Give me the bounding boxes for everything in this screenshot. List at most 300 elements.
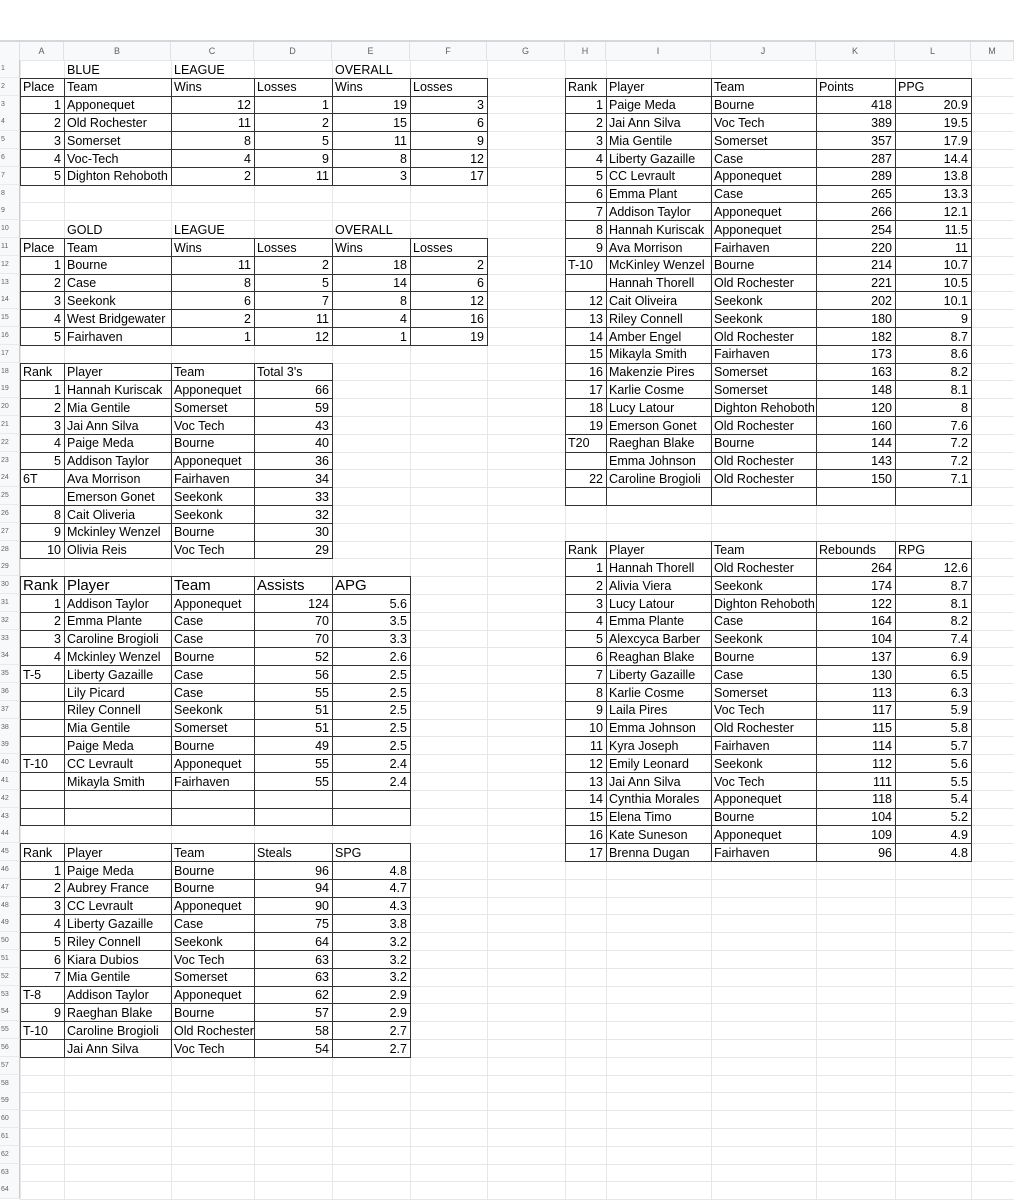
table-cell[interactable]: 389 (871, 115, 892, 130)
row-header[interactable]: 26 (0, 505, 20, 523)
table-cell[interactable]: 7.2 (950, 454, 968, 469)
table-cell[interactable]: Apponequet (714, 792, 782, 807)
table-cell[interactable]: Elena Timo (609, 810, 672, 825)
table-cell[interactable]: 4.9 (950, 827, 968, 842)
table-cell[interactable]: 8 (244, 276, 251, 291)
table-cell[interactable]: 122 (871, 596, 892, 611)
table-cell[interactable]: Old Rochester (714, 329, 794, 344)
table-cell[interactable]: 2.9 (389, 1005, 407, 1020)
table-cell[interactable]: Fairhaven (714, 845, 770, 860)
table-cell[interactable]: 18 (589, 400, 603, 415)
row-header[interactable]: 49 (0, 914, 20, 932)
table-cell[interactable]: 7.6 (950, 418, 968, 433)
table-cell[interactable]: 3 (596, 596, 603, 611)
table-cell[interactable]: Old Rochester (714, 560, 794, 575)
table-cell[interactable]: Old Rochester (714, 471, 794, 486)
table-cell[interactable]: 19 (589, 418, 603, 433)
table-cell[interactable]: 5.2 (950, 810, 968, 825)
table-cell[interactable]: Laila Pires (609, 703, 668, 718)
table-cell[interactable]: Jai Ann Silva (67, 1041, 139, 1056)
column-header-g[interactable]: G (487, 42, 565, 60)
table-cell[interactable]: 3 (54, 293, 61, 308)
table-cell[interactable]: McKinley Wenzel (609, 258, 705, 273)
table-cell[interactable]: 4 (596, 151, 603, 166)
table-cell[interactable]: Somerset (174, 400, 228, 415)
table-cell[interactable]: 62 (315, 988, 329, 1003)
table-cell[interactable]: Somerset (714, 685, 768, 700)
table-cell[interactable]: Olivia Reis (67, 543, 127, 558)
table-cell[interactable]: Somerset (174, 721, 228, 736)
table-cell[interactable]: 220 (871, 240, 892, 255)
table-cell[interactable]: 2.7 (389, 1023, 407, 1038)
column-header-j[interactable]: J (711, 42, 816, 60)
table-cell[interactable]: 13.8 (943, 169, 968, 184)
row-header[interactable]: 29 (0, 558, 20, 576)
table-cell[interactable]: 287 (871, 151, 892, 166)
table-cell[interactable]: 2 (54, 881, 61, 896)
table-cell[interactable]: 11 (238, 258, 251, 273)
table-cell[interactable]: 7 (596, 204, 603, 219)
table-cell[interactable]: Seekonk (174, 507, 223, 522)
table-cell[interactable]: Case (174, 916, 204, 931)
table-cell[interactable]: Hannah Thorell (609, 276, 695, 291)
table-cell[interactable]: 22 (589, 471, 603, 486)
table-cell[interactable]: 6 (596, 649, 603, 664)
table-cell[interactable]: Karlie Cosme (609, 685, 685, 700)
table-cell[interactable]: 264 (871, 560, 892, 575)
table-cell[interactable]: Old Rochester (174, 1023, 254, 1038)
row-header[interactable]: 39 (0, 736, 20, 754)
column-label[interactable]: SPG (335, 845, 362, 860)
table-cell[interactable]: Bourne (174, 1005, 215, 1020)
table-cell[interactable]: CC Levrault (609, 169, 675, 184)
table-cell[interactable]: 3 (54, 632, 61, 647)
table-cell[interactable]: 51 (315, 703, 329, 718)
table-cell[interactable]: 8.2 (950, 614, 968, 629)
table-cell[interactable]: 289 (871, 169, 892, 184)
table-cell[interactable]: 57 (315, 1005, 329, 1020)
row-header[interactable]: 58 (0, 1075, 20, 1093)
table-cell[interactable]: 40 (315, 436, 329, 451)
column-label[interactable]: Team (174, 365, 205, 380)
table-cell[interactable]: 6 (596, 187, 603, 202)
row-header[interactable]: 15 (0, 309, 20, 327)
gold-league-title[interactable]: LEAGUE (174, 222, 225, 237)
table-cell[interactable]: Fairhaven (714, 240, 770, 255)
table-cell[interactable]: 6 (477, 115, 484, 130)
table-cell[interactable]: Jai Ann Silva (67, 418, 139, 433)
table-cell[interactable] (20, 488, 64, 505)
table-cell[interactable]: 7.2 (950, 436, 968, 451)
table-cell[interactable]: 221 (871, 276, 892, 291)
table-cell[interactable]: 30 (315, 525, 329, 540)
row-header[interactable]: 48 (0, 897, 20, 915)
table-cell[interactable]: Addison Taylor (609, 204, 691, 219)
column-label[interactable]: Team (67, 80, 98, 95)
table-cell[interactable]: Case (174, 614, 204, 629)
table-cell[interactable]: 7.4 (950, 632, 968, 647)
row-header[interactable]: 2 (0, 78, 20, 96)
table-cell[interactable]: Dighton Rehoboth (714, 596, 815, 611)
table-cell[interactable]: 13.3 (943, 187, 968, 202)
table-cell[interactable]: 111 (872, 774, 892, 789)
table-cell[interactable]: 124 (308, 596, 329, 611)
column-label[interactable]: Wins (335, 80, 363, 95)
table-cell[interactable]: 4.8 (950, 845, 968, 860)
row-header[interactable]: 42 (0, 790, 20, 808)
table-cell[interactable]: 14.4 (943, 151, 968, 166)
table-cell[interactable]: 2.5 (389, 667, 407, 682)
table-cell[interactable]: 2.5 (389, 685, 407, 700)
table-cell[interactable]: 4 (400, 311, 407, 326)
row-header[interactable]: 45 (0, 843, 20, 861)
table-cell[interactable] (565, 488, 606, 505)
column-label[interactable]: Wins (174, 80, 202, 95)
table-cell[interactable] (254, 808, 332, 825)
table-cell[interactable]: 52 (315, 649, 329, 664)
row-header[interactable]: 46 (0, 861, 20, 879)
table-cell[interactable]: 9 (596, 240, 603, 255)
table-cell[interactable]: 11 (394, 133, 407, 148)
table-cell[interactable]: Seekonk (714, 311, 763, 326)
table-cell[interactable]: 114 (872, 738, 892, 753)
table-cell[interactable]: Mia Gentile (609, 133, 673, 148)
table-cell[interactable]: Emma Plante (609, 614, 685, 629)
row-header[interactable]: 18 (0, 363, 20, 381)
row-header[interactable]: 64 (0, 1181, 20, 1199)
table-cell[interactable]: 357 (871, 133, 892, 148)
table-cell[interactable]: Lucy Latour (609, 596, 675, 611)
column-label[interactable]: Rebounds (819, 543, 876, 558)
table-cell[interactable]: 5.4 (950, 792, 968, 807)
table-cell[interactable]: 12 (470, 293, 484, 308)
table-cell[interactable]: 8 (244, 133, 251, 148)
column-header-b[interactable]: B (64, 42, 171, 60)
table-cell[interactable]: Case (174, 685, 204, 700)
table-cell[interactable]: 56 (315, 667, 329, 682)
table-cell[interactable]: 1 (54, 596, 61, 611)
table-cell[interactable]: 1 (244, 329, 251, 344)
table-cell[interactable]: Cait Oliveira (609, 293, 678, 308)
table-cell[interactable]: CC Levrault (67, 899, 133, 914)
row-header[interactable]: 27 (0, 523, 20, 541)
table-cell[interactable]: Addison Taylor (67, 454, 149, 469)
column-label[interactable]: Team (714, 543, 745, 558)
table-cell[interactable]: T-5 (23, 667, 42, 682)
table-cell[interactable] (565, 452, 606, 469)
column-label[interactable]: Wins (335, 240, 363, 255)
table-cell[interactable]: 5.8 (950, 721, 968, 736)
table-cell[interactable]: Somerset (67, 133, 121, 148)
table-cell[interactable]: 11 (955, 240, 968, 255)
row-header[interactable]: 9 (0, 202, 20, 220)
row-header[interactable]: 23 (0, 452, 20, 470)
table-cell[interactable]: 6.3 (950, 685, 968, 700)
table-cell[interactable]: 11 (316, 311, 329, 326)
table-cell[interactable]: 117 (872, 703, 892, 718)
table-cell[interactable]: 12.6 (943, 560, 968, 575)
table-cell[interactable]: 55 (315, 774, 329, 789)
table-cell[interactable]: Addison Taylor (67, 988, 149, 1003)
column-label[interactable]: Losses (257, 80, 297, 95)
table-cell[interactable]: Emily Leonard (609, 756, 689, 771)
row-header[interactable]: 35 (0, 665, 20, 683)
row-header[interactable]: 16 (0, 327, 20, 345)
table-cell[interactable]: Emerson Gonet (609, 418, 697, 433)
table-cell[interactable]: 2 (596, 115, 603, 130)
table-cell[interactable]: 148 (871, 382, 892, 397)
row-header[interactable]: 59 (0, 1092, 20, 1110)
table-cell[interactable]: 15 (589, 810, 603, 825)
table-cell[interactable]: Apponequet (714, 827, 782, 842)
table-cell[interactable]: Reaghan Blake (609, 649, 695, 664)
row-header[interactable]: 40 (0, 754, 20, 772)
table-cell[interactable] (171, 808, 254, 825)
table-cell[interactable]: 8 (596, 222, 603, 237)
table-cell[interactable]: Jai Ann Silva (609, 115, 681, 130)
column-header-h[interactable]: H (565, 42, 606, 60)
table-cell[interactable]: Hannah Kuriscak (67, 382, 163, 397)
column-label[interactable]: Points (819, 80, 854, 95)
column-label[interactable]: Rank (23, 845, 53, 860)
table-cell[interactable]: Apponequet (174, 988, 242, 1003)
table-cell[interactable]: Bourne (174, 525, 215, 540)
table-cell[interactable]: 14 (589, 792, 603, 807)
table-cell[interactable]: 5 (596, 169, 603, 184)
column-label[interactable]: PPG (898, 80, 925, 95)
table-cell[interactable]: 9 (477, 133, 484, 148)
row-header[interactable]: 25 (0, 487, 20, 505)
table-cell[interactable]: 54 (315, 1041, 329, 1056)
table-cell[interactable]: Voc Tech (174, 1041, 225, 1056)
column-label[interactable]: Team (174, 576, 211, 594)
table-cell[interactable]: 11 (590, 738, 603, 753)
table-cell[interactable]: Voc-Tech (67, 151, 119, 166)
table-cell[interactable]: 4 (54, 436, 61, 451)
table-cell[interactable]: 8 (596, 685, 603, 700)
column-header-c[interactable]: C (171, 42, 254, 60)
column-header-l[interactable]: L (895, 42, 971, 60)
table-cell[interactable]: 115 (872, 721, 892, 736)
table-cell[interactable]: Bourne (174, 738, 215, 753)
table-cell[interactable]: 12 (470, 151, 484, 166)
table-cell[interactable]: 94 (315, 881, 329, 896)
gold-division-title[interactable]: GOLD (67, 222, 103, 237)
column-label[interactable]: Steals (257, 845, 292, 860)
table-cell[interactable]: Ava Morrison (67, 471, 141, 486)
table-cell[interactable]: 130 (871, 667, 892, 682)
table-cell[interactable]: 19 (393, 98, 407, 113)
column-label[interactable]: Losses (413, 80, 453, 95)
row-header[interactable]: 33 (0, 630, 20, 648)
table-cell[interactable]: 3.5 (389, 614, 407, 629)
table-cell[interactable]: 51 (315, 721, 329, 736)
row-header[interactable]: 19 (0, 380, 20, 398)
table-cell[interactable]: 3 (54, 899, 61, 914)
table-cell[interactable]: 6.5 (950, 667, 968, 682)
table-cell[interactable]: 11 (238, 115, 251, 130)
column-label[interactable]: Wins (174, 240, 202, 255)
column-label[interactable]: Place (23, 240, 55, 255)
table-cell[interactable]: Voc Tech (174, 543, 225, 558)
table-cell[interactable]: 2 (322, 258, 329, 273)
table-cell[interactable]: 11.5 (944, 222, 968, 237)
table-cell[interactable] (332, 790, 410, 807)
table-cell[interactable]: Case (67, 276, 97, 291)
table-cell[interactable]: 5 (322, 133, 329, 148)
row-header[interactable]: 53 (0, 986, 20, 1004)
table-cell[interactable] (64, 790, 171, 807)
table-cell[interactable]: Somerset (714, 133, 768, 148)
table-cell[interactable]: 16 (589, 365, 603, 380)
table-cell[interactable]: 59 (315, 400, 329, 415)
table-cell[interactable]: Apponequet (67, 98, 135, 113)
row-header[interactable]: 3 (0, 96, 20, 114)
table-cell[interactable]: Seekonk (174, 489, 223, 504)
table-cell[interactable]: 2 (596, 578, 603, 593)
row-header[interactable]: 57 (0, 1057, 20, 1075)
table-cell[interactable]: Fairhaven (174, 774, 230, 789)
table-cell[interactable]: 2.5 (389, 703, 407, 718)
table-cell[interactable]: 8.7 (950, 578, 968, 593)
table-cell[interactable]: 13 (589, 311, 603, 326)
table-cell[interactable]: Bourne (174, 881, 215, 896)
table-cell[interactable] (20, 701, 64, 718)
table-cell[interactable]: 1 (54, 382, 61, 397)
table-cell[interactable]: Brenna Dugan (609, 845, 690, 860)
table-cell[interactable]: 5 (54, 454, 61, 469)
table-cell[interactable]: 164 (871, 614, 892, 629)
table-cell[interactable]: 174 (871, 578, 892, 593)
table-cell[interactable]: Mikayla Smith (67, 774, 145, 789)
table-cell[interactable]: 3 (596, 133, 603, 148)
table-cell[interactable]: 8.2 (950, 365, 968, 380)
table-cell[interactable]: Kate Suneson (609, 827, 688, 842)
table-cell[interactable]: Dighton Rehoboth (67, 169, 168, 184)
table-cell[interactable]: Apponequet (174, 382, 242, 397)
table-cell[interactable]: Old Rochester (714, 418, 794, 433)
table-cell[interactable]: 9 (54, 1005, 61, 1020)
table-cell[interactable] (254, 790, 332, 807)
table-cell[interactable]: Voc Tech (174, 418, 225, 433)
table-cell[interactable]: 8.7 (950, 329, 968, 344)
table-cell[interactable]: Emma Johnson (609, 721, 696, 736)
table-cell[interactable]: Seekonk (714, 578, 763, 593)
row-header[interactable]: 52 (0, 968, 20, 986)
table-cell[interactable]: 4.8 (389, 863, 407, 878)
table-cell[interactable]: 5 (322, 276, 329, 291)
row-header[interactable]: 56 (0, 1039, 20, 1057)
table-cell[interactable]: 49 (315, 738, 329, 753)
table-cell[interactable]: Voc Tech (174, 952, 225, 967)
table-cell[interactable]: 1 (596, 98, 603, 113)
table-cell[interactable] (64, 808, 171, 825)
table-cell[interactable]: Paige Meda (67, 863, 134, 878)
table-cell[interactable]: Riley Connell (67, 934, 141, 949)
table-cell[interactable]: 4.7 (389, 881, 407, 896)
table-cell[interactable]: Fairhaven (714, 738, 770, 753)
table-cell[interactable]: Ava Morrison (609, 240, 683, 255)
table-cell[interactable]: 3 (54, 133, 61, 148)
table-cell[interactable]: Bourne (174, 649, 215, 664)
table-cell[interactable]: Alivia Viera (609, 578, 672, 593)
table-cell[interactable]: 9 (54, 525, 61, 540)
table-cell[interactable]: 12 (237, 98, 251, 113)
table-cell[interactable]: 5.9 (950, 703, 968, 718)
table-cell[interactable]: 8 (400, 151, 407, 166)
table-cell[interactable]: Voc Tech (714, 115, 765, 130)
table-cell[interactable]: Caroline Brogioli (609, 471, 701, 486)
table-cell[interactable] (565, 274, 606, 291)
table-cell[interactable]: 2.4 (389, 756, 407, 771)
table-cell[interactable]: Kiara Dubios (67, 952, 139, 967)
table-cell[interactable]: 4 (54, 311, 61, 326)
table-cell[interactable]: 7 (322, 293, 329, 308)
table-cell[interactable]: 202 (871, 293, 892, 308)
table-cell[interactable]: 16 (470, 311, 484, 326)
table-cell[interactable]: 1 (596, 560, 603, 575)
table-cell[interactable]: 2 (477, 258, 484, 273)
table-cell[interactable]: 10 (589, 721, 603, 736)
row-header[interactable]: 30 (0, 576, 20, 594)
table-cell[interactable]: CC Levrault (67, 756, 133, 771)
table-cell[interactable]: 3.8 (389, 916, 407, 931)
table-cell[interactable]: 150 (871, 471, 892, 486)
table-cell[interactable]: Voc Tech (714, 774, 765, 789)
table-cell[interactable]: 3.2 (389, 970, 407, 985)
column-label[interactable]: Player (67, 365, 103, 380)
table-cell[interactable]: 266 (871, 204, 892, 219)
table-cell[interactable]: Bourne (174, 436, 215, 451)
table-cell[interactable] (20, 790, 64, 807)
table-cell[interactable]: 96 (315, 863, 329, 878)
blue-overall-title[interactable]: OVERALL (335, 62, 393, 77)
table-cell[interactable]: 8 (54, 507, 61, 522)
table-cell[interactable]: Case (174, 632, 204, 647)
table-cell[interactable]: Dighton Rehoboth (714, 400, 815, 415)
table-cell[interactable]: 17.9 (943, 133, 968, 148)
table-cell[interactable]: 10 (47, 543, 61, 558)
table-cell[interactable]: 8.1 (950, 382, 968, 397)
table-cell[interactable]: 10.5 (943, 276, 968, 291)
table-cell[interactable]: 12 (589, 293, 603, 308)
row-header[interactable]: 24 (0, 469, 20, 487)
row-header[interactable]: 22 (0, 434, 20, 452)
table-cell[interactable]: 7.1 (950, 471, 968, 486)
column-label[interactable]: Player (67, 845, 103, 860)
table-cell[interactable]: 104 (871, 810, 892, 825)
row-header[interactable]: 13 (0, 274, 20, 292)
table-cell[interactable]: Amber Engel (609, 329, 682, 344)
table-cell[interactable] (606, 488, 711, 505)
table-cell[interactable]: 7 (596, 667, 603, 682)
table-cell[interactable]: Liberty Gazaille (609, 667, 696, 682)
table-cell[interactable]: Paige Meda (67, 738, 134, 753)
row-header[interactable]: 28 (0, 541, 20, 559)
table-cell[interactable]: Emma Johnson (609, 454, 696, 469)
table-cell[interactable] (20, 719, 64, 736)
table-cell[interactable]: Fairhaven (714, 347, 770, 362)
table-cell[interactable]: 4 (54, 649, 61, 664)
table-cell[interactable]: Mia Gentile (67, 721, 131, 736)
table-cell[interactable]: 5.6 (389, 596, 407, 611)
table-cell[interactable]: 70 (315, 614, 329, 629)
table-cell[interactable]: Somerset (174, 970, 228, 985)
table-cell[interactable]: 1 (54, 863, 61, 878)
row-header[interactable]: 61 (0, 1128, 20, 1146)
table-cell[interactable]: Apponequet (174, 899, 242, 914)
table-cell[interactable]: 9 (961, 311, 968, 326)
